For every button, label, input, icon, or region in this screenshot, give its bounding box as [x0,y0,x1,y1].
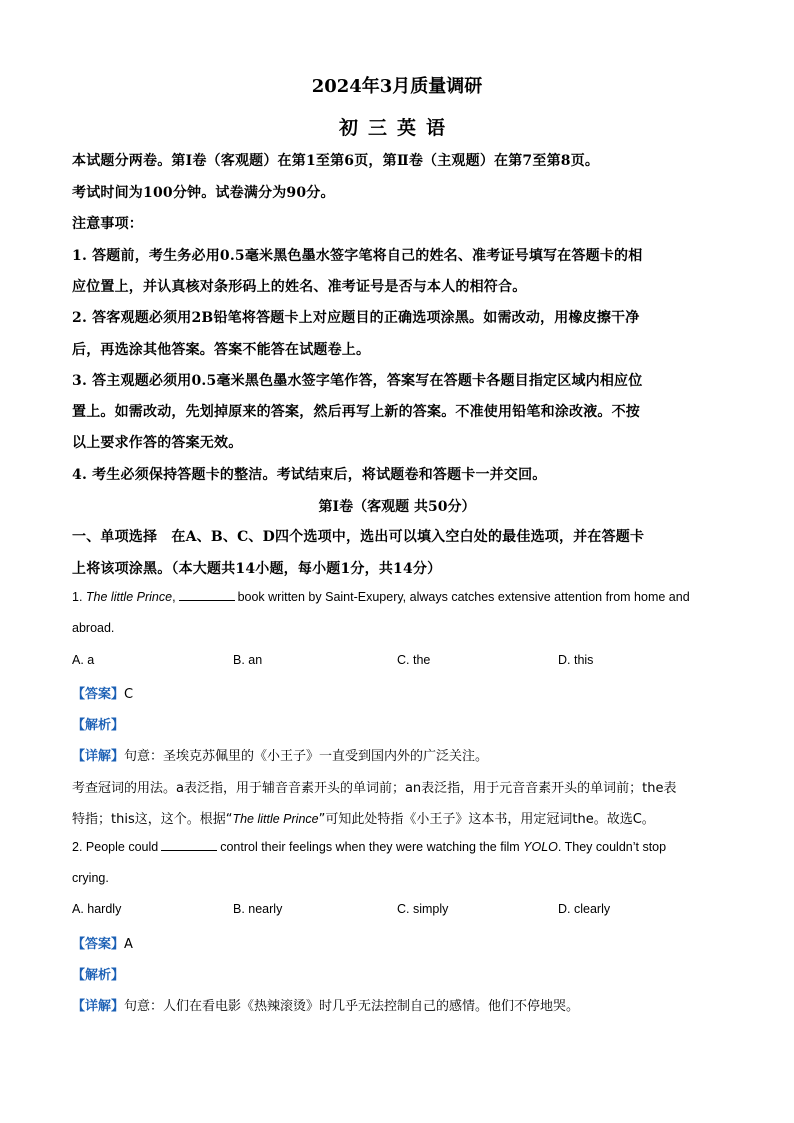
exam-title: 2024年3月质量调研 [311,76,483,97]
question-1-blank [179,590,235,601]
detail-label: 【详解】 [72,749,125,764]
question-1-stem [72,590,690,604]
question-2-answer [72,933,133,952]
question-2-detail-line-1 [72,995,579,1014]
question-1-detail-line-2: 考查冠词的用法。a表泛指，用于辅音音素开头的单词前；an表泛指，用于元音音素开头的单词前；the表 [72,781,677,796]
analysis-label: 【解析】 [72,718,125,733]
notice-item-4: 4. 考生必须保持答题卡的整洁。考试结束后，将试题卷和答题卡一并交回。 [72,467,547,483]
instructions-intro-2: 考试时间为100分钟。试卷满分为90分。 [72,185,335,201]
notice-item-3-line-3: 以上要求作答的答案无效。 [72,435,243,451]
question-1-detail-line-3 [72,808,655,827]
option-b: B. an [233,653,263,667]
part-instruction-line-2: 上将该项涂黑。（本大题共14小题，每小题1分，共14分） [72,561,442,577]
question-2-stem-a: People could [85,840,159,854]
exam-subject: 初三英语 [338,117,455,139]
notice-item-2-line-1: 2. 答客观题必须用2B铅笔将答题卡上对应题目的正确选项涂黑。如需改动，用橡皮擦干净 [72,310,640,326]
question-1-detail-line-1 [72,745,488,764]
option-d: D. this [558,653,594,667]
question-1-answer [72,683,133,702]
detail-book-title: The little Prince [232,812,319,826]
question-2-analysis [72,964,124,983]
section-heading: 第Ⅰ卷（客观题 共50分） [318,499,476,515]
question-2-stem-b: control their feelings when they were watching the film [220,840,520,854]
detail-label: 【详解】 [72,999,125,1014]
detail-text: 句意：圣埃克苏佩里的《小王子》一直受到国内外的广泛关注。 [124,749,489,764]
answer-label: 【答案】 [72,937,125,952]
option-c: C. simply [397,902,449,916]
question-2-film-title: YOLO [523,840,558,854]
question-2-number: 2. [72,840,83,854]
option-b: B. nearly [233,902,283,916]
instructions-intro-1: 本试题分两卷。第Ⅰ卷（客观题）在第1至第6页，第Ⅱ卷（主观题）在第7至第8页。 [72,153,600,169]
notice-item-2-line-2: 后，再选涂其他答案。答案不能答在试题卷上。 [72,342,371,358]
part-instruction-line-1: 一、单项选择 在A、B、C、D四个选项中，选出可以填入空白处的最佳选项，并在答题卡 [72,529,645,545]
detail-text-a: 特指；this这，这个。根据“ [72,812,233,827]
question-1-comma: , [172,590,176,604]
option-a: A. a [72,653,95,667]
detail-text-b: ”可知此处特指《小王子》这本书，用定冠词the。故选C。 [318,812,655,827]
question-1-stem-text: book written by Saint-Exupery, always catches extensive attention from home and [237,590,690,604]
notice-heading: 注意事项： [72,216,143,232]
question-1-stem-line-2: abroad. [72,621,115,635]
question-2-stem [72,840,666,854]
detail-text: 句意：人们在看电影《热辣滚烫》时几乎无法控制自己的感情。他们不停地哭。 [124,999,580,1014]
question-2-blank [161,840,217,851]
question-1-number: 1. [72,590,83,604]
answer-label: 【答案】 [72,687,125,702]
question-2-stem-line-2: crying. [72,871,109,885]
notice-item-1-line-1: 1. 答题前，考生务必用0.5毫米黑色墨水签字笔将自己的姓名、准考证号填写在答题卡的相 [72,248,643,264]
answer-value: A [124,937,133,952]
question-1-analysis [72,714,124,733]
notice-item-3-line-1: 3. 答主观题必须用0.5毫米黑色墨水签字笔作答，答案写在答题卡各题目指定区域内相应位 [72,373,643,389]
question-1-book-title: The little Prince [85,590,173,604]
option-c: C. the [397,653,431,667]
question-2-stem-c: . They couldn’t stop [557,840,667,854]
option-a: A. hardly [72,902,122,916]
notice-item-3-line-2: 置上。如需改动，先划掉原来的答案，然后再写上新的答案。不准使用铅笔和涂改液。不按 [72,404,640,420]
notice-item-1-line-2: 应位置上，并认真核对条形码上的姓名、准考证号是否与本人的相符合。 [72,279,527,295]
option-d: D. clearly [558,902,611,916]
answer-value: C [124,687,134,702]
analysis-label: 【解析】 [72,968,125,983]
